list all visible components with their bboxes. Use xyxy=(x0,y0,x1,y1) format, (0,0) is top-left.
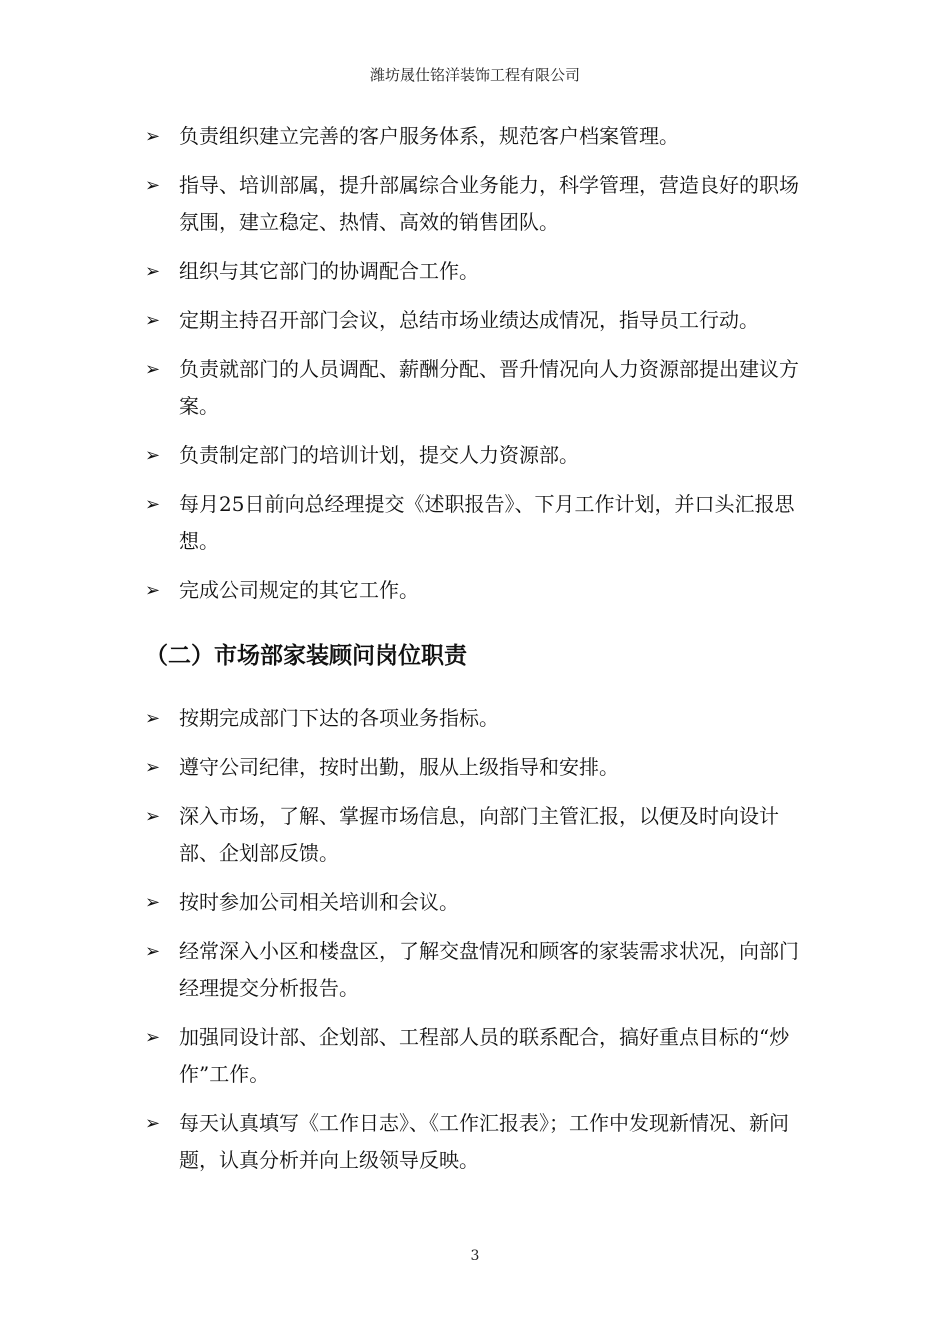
arrow-bullet-icon: ➢ xyxy=(145,1027,161,1048)
list-item xyxy=(145,572,805,609)
arrow-bullet-icon: ➢ xyxy=(145,445,161,466)
page-number: 3 xyxy=(470,1248,480,1264)
list-item xyxy=(145,700,805,737)
list-item xyxy=(145,253,805,290)
list-item-text: 负责组织建立完善的客户服务体系，规范客户档案管理。 xyxy=(179,124,679,148)
arrow-bullet-icon: ➢ xyxy=(145,708,161,729)
arrow-bullet-icon: ➢ xyxy=(145,126,161,147)
duty-list-2 xyxy=(145,700,805,1179)
arrow-bullet-icon: ➢ xyxy=(145,892,161,913)
list-item-text: 按时参加公司相关培训和会议。 xyxy=(179,890,459,914)
list-item xyxy=(145,486,805,560)
list-item xyxy=(145,798,805,872)
list-item xyxy=(145,1105,805,1179)
arrow-bullet-icon: ➢ xyxy=(145,310,161,331)
arrow-bullet-icon: ➢ xyxy=(145,494,161,515)
list-item xyxy=(145,437,805,474)
list-item-text: 按期完成部门下达的各项业务指标。 xyxy=(179,706,499,730)
arrow-bullet-icon: ➢ xyxy=(145,757,161,778)
arrow-bullet-icon: ➢ xyxy=(145,261,161,282)
duty-list-1 xyxy=(145,118,805,609)
list-item xyxy=(145,1019,805,1093)
arrow-bullet-icon: ➢ xyxy=(145,1113,161,1134)
list-item xyxy=(145,167,805,241)
page-header: 潍坊晟仕铭洋装饰工程有限公司 xyxy=(369,66,580,84)
list-item xyxy=(145,351,805,425)
list-item xyxy=(145,933,805,1007)
list-item-text: 经常深入小区和楼盘区，了解交盘情况和顾客的家装需求状况，向部门经理提交分析报告。 xyxy=(179,939,799,1000)
list-item xyxy=(145,118,805,155)
list-item-text: 每月25日前向总经理提交《述职报告》、下月工作计划，并口头汇报思想。 xyxy=(179,492,795,553)
list-item-text: 组织与其它部门的协调配合工作。 xyxy=(179,259,479,283)
arrow-bullet-icon: ➢ xyxy=(145,806,161,827)
list-item-text: 遵守公司纪律，按时出勤，服从上级指导和安排。 xyxy=(179,755,619,779)
list-item-text: 负责就部门的人员调配、薪酬分配、晋升情况向人力资源部提出建议方案。 xyxy=(179,357,799,418)
arrow-bullet-icon: ➢ xyxy=(145,175,161,196)
list-item-text: 定期主持召开部门会议，总结市场业绩达成情况，指导员工行动。 xyxy=(179,308,759,332)
list-item xyxy=(145,884,805,921)
list-item-text: 每天认真填写《工作日志》、《工作汇报表》；工作中发现新情况、新问题，认真分析并向上级领导反映。 xyxy=(179,1111,789,1172)
arrow-bullet-icon: ➢ xyxy=(145,359,161,380)
arrow-bullet-icon: ➢ xyxy=(145,580,161,601)
list-item xyxy=(145,749,805,786)
list-item-text: 加强同设计部、企划部、工程部人员的联系配合，搞好重点目标的“炒作”工作。 xyxy=(179,1025,790,1086)
list-item-text: 负责制定部门的培训计划，提交人力资源部。 xyxy=(179,443,579,467)
list-item-text: 深入市场，了解、掌握市场信息，向部门主管汇报，以便及时向设计部、企划部反馈。 xyxy=(179,804,779,865)
arrow-bullet-icon: ➢ xyxy=(145,941,161,962)
list-item xyxy=(145,302,805,339)
list-item-text: 完成公司规定的其它工作。 xyxy=(179,578,419,602)
section-heading: （二）市场部家装顾问岗位职责 xyxy=(145,643,467,669)
list-item-text: 指导、培训部属，提升部属综合业务能力，科学管理，营造良好的职场氛围，建立稳定、热情、高效的销售团队。 xyxy=(179,173,799,234)
